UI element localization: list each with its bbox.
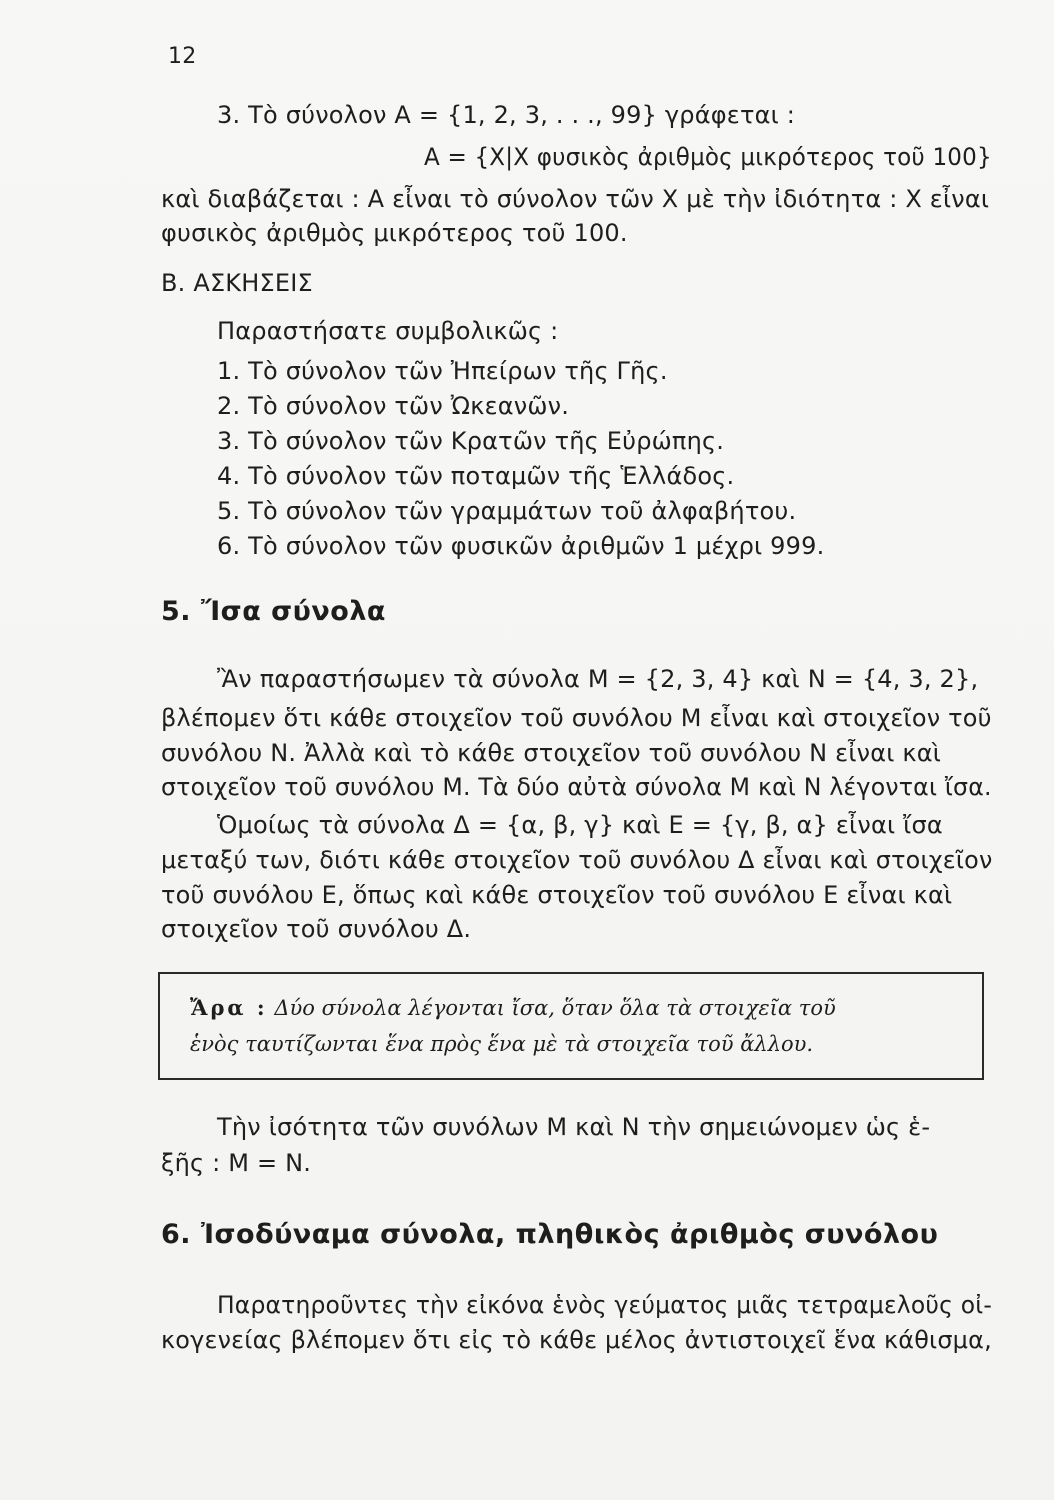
definition-text-1: Δύο σύνολα λέγονται ἴσα, ὅταν ὅλα τὰ στοιχεῖα τοῦ xyxy=(274,996,836,1020)
section5-p2-line: Ὁμοίως τὰ σύνολα Δ = {α, β, γ} καὶ Ε = {γ, β, α} εἶναι ἴσα xyxy=(217,811,943,839)
page-number: 12 xyxy=(168,44,197,69)
exercises-heading: Β. ΑΣΚΗΣΕΙΣ xyxy=(161,269,313,297)
section6-heading: 6. Ἰσοδύναμα σύνολα, πληθικὸς ἀριθμὸς συνόλου xyxy=(161,1219,939,1250)
example3-line4: φυσικὸς ἀριθμὸς μικρότερος τοῦ 100. xyxy=(161,219,628,247)
exercise-item: 2. Τὸ σύνολον τῶν Ὠκεανῶν. xyxy=(217,392,570,420)
example3-line3: καὶ διαβάζεται : Α εἶναι τὸ σύνολον τῶν Χ μὲ τὴν ἰδιότητα : Χ εἶναι xyxy=(161,185,990,213)
definition-text-2: ἑνὸς ταυτίζωνται ἕνα πρὸς ἕνα μὲ τὰ στοιχεῖα τοῦ ἄλλου. xyxy=(190,1032,814,1056)
section5-p1-line: συνόλου Ν. Ἀλλὰ καὶ τὸ κάθε στοιχεῖον τοῦ συνόλου Ν εἶναι καὶ xyxy=(161,739,942,767)
exercise-item: 5. Τὸ σύνολον τῶν γραμμάτων τοῦ ἀλφαβήτου. xyxy=(217,497,797,525)
definition-box xyxy=(158,972,984,1080)
section5-p2-line: μεταξύ των, διότι κάθε στοιχεῖον τοῦ συνόλου Δ εἶναι καὶ στοιχεῖον xyxy=(161,846,993,874)
section6-p1-line: κογενείας βλέπομεν ὅτι εἰς τὸ κάθε μέλος ἀντιστοιχεῖ ἕνα κάθισμα, xyxy=(161,1326,992,1354)
example3-line2: Α = {Χ|Χ φυσικὸς ἀριθμὸς μικρότερος τοῦ 100} xyxy=(424,143,992,171)
definition-label: Ἄρα : xyxy=(190,995,268,1020)
example3-line1: 3. Τὸ σύνολον Α = {1, 2, 3, . . ., 99} γράφεται : xyxy=(217,101,796,129)
section5-heading: 5. Ἴσα σύνολα xyxy=(161,596,386,627)
section5-p1-line: στοιχεῖον τοῦ συνόλου Μ. Τὰ δύο αὐτὰ σύνολα Μ καὶ Ν λέγονται ἴσα. xyxy=(161,773,992,801)
section6-p1-line: Παρατηροῦντες τὴν εἰκόνα ἑνὸς γεύματος μιᾶς τετραμελοῦς οἰ- xyxy=(217,1291,993,1319)
exercise-item: 4. Τὸ σύνολον τῶν ποταμῶν τῆς Ἑλλάδος. xyxy=(217,462,735,490)
definition-line1 xyxy=(190,994,836,1022)
exercise-item: 3. Τὸ σύνολον τῶν Κρατῶν τῆς Εὐρώπης. xyxy=(217,427,725,455)
exercises-intro: Παραστήσατε συμβολικῶς : xyxy=(217,317,559,345)
section5-p3-line: ξῆς : Μ = Ν. xyxy=(161,1149,312,1177)
section5-p2-line: τοῦ συνόλου Ε, ὅπως καὶ κάθε στοιχεῖον τοῦ συνόλου Ε εἶναι καὶ xyxy=(161,881,953,909)
section5-p1-line: βλέπομεν ὅτι κάθε στοιχεῖον τοῦ συνόλου Μ εἶναι καὶ στοιχεῖον τοῦ xyxy=(161,704,992,732)
section5-p3-line: Τὴν ἰσότητα τῶν συνόλων Μ καὶ Ν τὴν σημειώνομεν ὡς ἑ- xyxy=(217,1113,931,1141)
exercise-item: 6. Τὸ σύνολον τῶν φυσικῶν ἀριθμῶν 1 μέχρι 999. xyxy=(217,532,825,560)
section5-p2-line: στοιχεῖον τοῦ συνόλου Δ. xyxy=(161,915,472,943)
section5-p1-line: Ἂν παραστήσωμεν τὰ σύνολα Μ = {2, 3, 4} καὶ Ν = {4, 3, 2}, xyxy=(217,665,979,693)
exercise-item: 1. Τὸ σύνολον τῶν Ἠπείρων τῆς Γῆς. xyxy=(217,357,668,385)
